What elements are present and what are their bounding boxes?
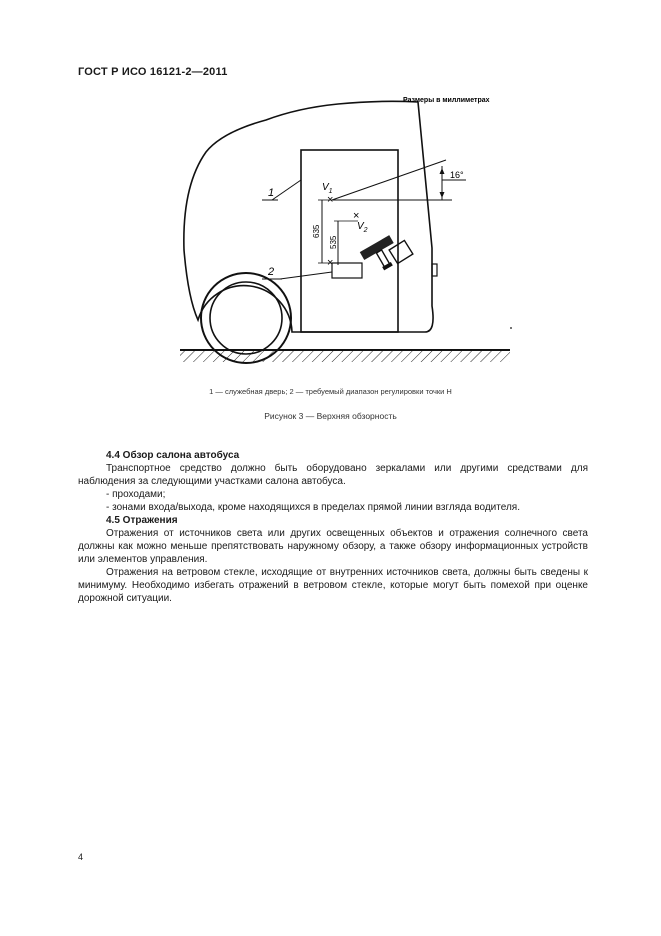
figure-upper-visibility — [170, 88, 530, 388]
dim-635-label: 635 — [312, 224, 321, 238]
stray-dot — [510, 327, 512, 329]
callout-1-leader — [272, 180, 301, 200]
callout-1-label: 1 — [268, 187, 275, 199]
bus-diagram — [170, 88, 530, 388]
figure-legend: 1 — служебная дверь; 2 — требуемый диапазон регулировки точки H — [209, 387, 452, 396]
bus-body-outline — [184, 101, 433, 332]
section-4-5-paragraph-2: Отражения на ветровом стекле, исходящие от внутренних источников света, должны быть сведены к минимуму. Необходимо избегать отражений в ветровом стекле, которые могут быть помехой при оценке дорожной ситуации. — [78, 567, 588, 604]
section-4-4-item-entrances: - зонами входа/выхода, кроме находящихся в пределах прямой линии взгляда водителя. — [106, 502, 520, 513]
v2-label: $V_2$ — [357, 221, 368, 234]
sight-line — [332, 160, 446, 200]
callout-2-leader — [280, 272, 332, 279]
page-number: 4 — [78, 852, 84, 862]
h-point-range-box — [332, 263, 362, 278]
wheel-inner — [210, 282, 282, 354]
dim-535-label: 535 — [329, 235, 338, 249]
callout-2-label: 2 — [268, 266, 275, 278]
section-4-4-item-aisles: - проходами; — [106, 489, 166, 500]
angle-label: 16° — [450, 170, 464, 180]
angle-arrow-bottom — [440, 192, 445, 198]
h-point-mark: × — [327, 257, 334, 269]
document-body — [78, 449, 588, 605]
section-4-4-heading: 4.4 Обзор салона автобуса — [106, 450, 240, 461]
v1-mark: × — [327, 194, 334, 206]
document-header: ГОСТ Р ИСО 16121-2—2011 — [78, 66, 228, 78]
steering-wheel — [360, 235, 403, 276]
v1-label: $V_1$ — [322, 182, 333, 195]
pedal-console — [389, 240, 413, 263]
section-4-4-paragraph: Транспортное средство должно быть оборудовано зеркалами или другими средствами для наблюдения за следующими участками салона автобуса. — [78, 463, 588, 487]
angle-arrow-top — [440, 168, 445, 174]
section-4-5-heading: 4.5 Отражения — [106, 515, 178, 526]
figure-caption: Рисунок 3 — Верхняя обзорность — [264, 411, 397, 421]
v2-mark: × — [353, 210, 360, 222]
section-4-5-paragraph-1: Отражения от источников света или других освещенных объектов и отражения солнечного света должны как можно меньше препятствовать наружному обзору, а также обзору информационных устройств или элементов управления. — [78, 528, 588, 565]
dimensions-note: Размеры в миллиметрах — [403, 97, 490, 104]
